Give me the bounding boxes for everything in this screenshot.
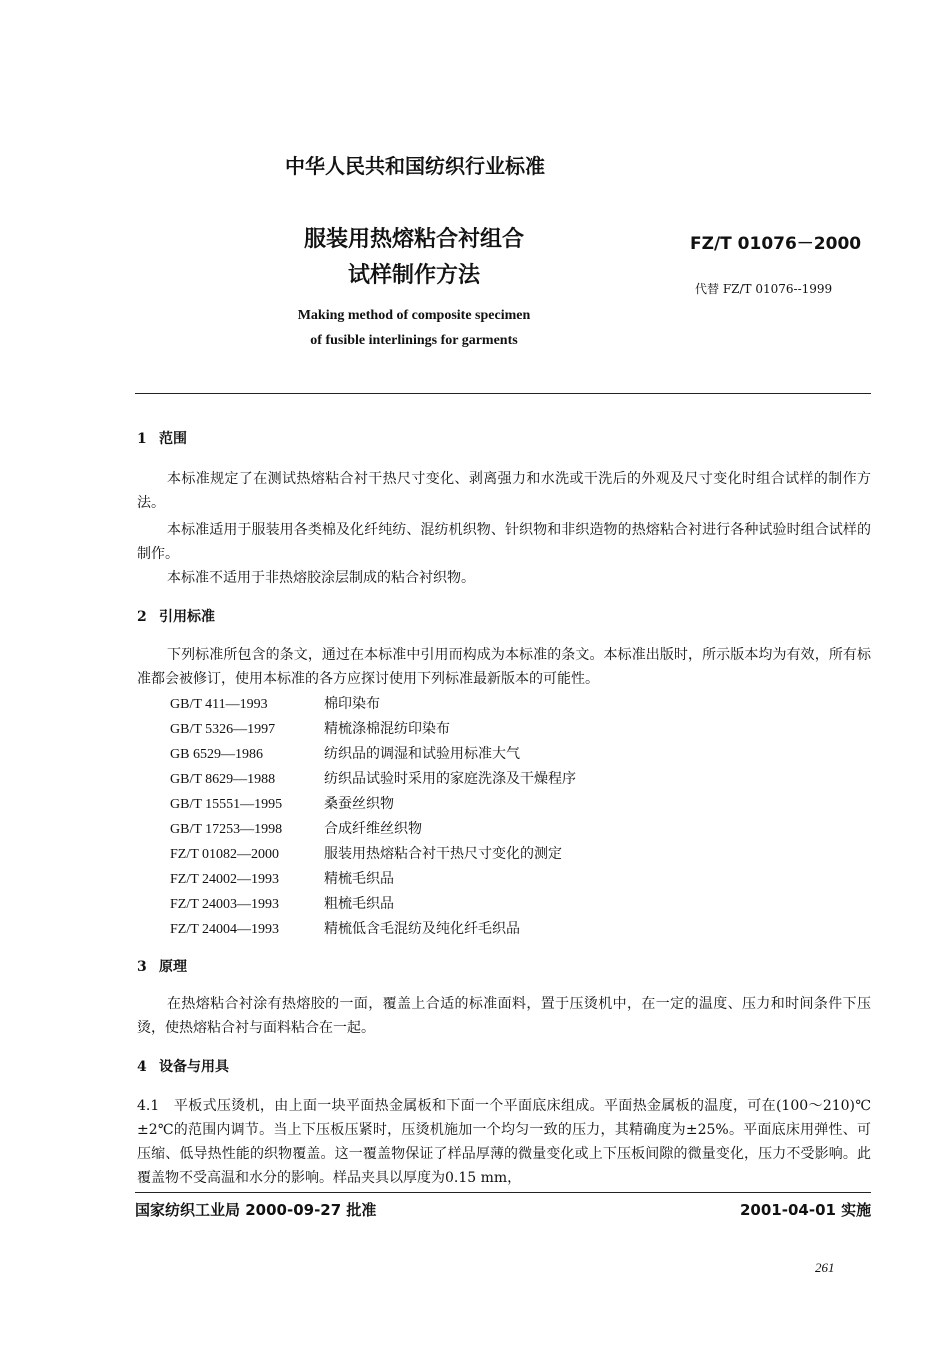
english-title-line-2: of fusible interlinings for garments — [310, 333, 518, 348]
reference-code: GB/T 17253—1998 — [170, 822, 283, 837]
reference-code: FZ/T 01082—2000 — [170, 847, 280, 862]
reference-item — [170, 743, 520, 763]
reference-item — [170, 693, 380, 713]
section-1-paragraph-1: 本标准规定了在测试热熔粘合衬干热尺寸变化、剥离强力和水洗或干洗后的外观及尺寸变化时组合试样的制作方法。 — [137, 471, 871, 511]
reference-code: GB/T 8629—1988 — [170, 772, 276, 787]
section-3-paragraph-1: 在热熔粘合衬涂有热熔胶的一面，覆盖上合适的标准面料，置于压烫机中，在一定的温度、压力和时间条件下压烫，使热熔粘合衬与面料粘合在一起。 — [137, 996, 871, 1036]
reference-name: 合成纤维丝织物 — [324, 821, 422, 837]
section-2-paragraph-1: 下列标准所包含的条文，通过在本标准中引用而构成为本标准的条文。本标准出版时，所示版本均为有效，所有标准都会被修订，使用本标准的各方应探讨使用下列标准最新版本的可能性。 — [137, 647, 871, 687]
reference-name: 纺织品的调湿和试验用标准大气 — [324, 746, 520, 762]
reference-item — [170, 843, 562, 863]
standard-code: FZ/T 01076－2000 — [690, 234, 862, 254]
reference-name: 桑蚕丝织物 — [324, 796, 394, 812]
section-title: 设备与用具 — [159, 1059, 229, 1075]
reference-item — [170, 818, 422, 838]
reference-item — [170, 893, 394, 913]
reference-code: FZ/T 24004—1993 — [170, 922, 280, 937]
reference-item — [170, 793, 394, 813]
section-number: 3 — [137, 959, 147, 975]
document-title-line-1: 服装用热熔粘合衬组合 — [303, 226, 524, 252]
reference-code: GB/T 411—1993 — [170, 697, 268, 712]
reference-name: 精梳低含毛混纺及纯化纤毛织品 — [324, 921, 520, 937]
section-number: 2 — [137, 609, 147, 625]
reference-name: 棉印染布 — [324, 696, 380, 712]
document-title-line-2: 试样制作方法 — [347, 262, 480, 288]
replaces-standard: 代替 FZ/T 01076--1999 — [695, 282, 833, 296]
section-1-heading — [137, 428, 187, 448]
section-3-heading — [137, 956, 187, 976]
reference-code: FZ/T 24002—1993 — [170, 872, 280, 887]
reference-code: GB/T 15551—1995 — [170, 797, 283, 812]
section-1-paragraph-2: 本标准适用于服装用各类棉及化纤纯纺、混纺机织物、针织物和非织造物的热熔粘合衬进行各种试验时组合试样的制作。 — [137, 522, 871, 562]
section-4-1-paragraph: 4.1 平板式压烫机，由上面一块平面热金属板和下面一个平面底床组成。平面热金属板的温度，可在(100～210)℃±2℃的范围内调节。当上下压板压紧时，压烫机施加一个均匀一致的压力，其精确度为±25%。平面底床用弹性、可压缩、低导热性能的织物覆盖。这一覆盖物保证了样品厚薄的微量变化或上下压板间隙的微量变化，压力不受影响。此覆盖物不受高温和水分的影响。样品夹具以厚度为0.15 mm， — [137, 1098, 871, 1186]
reference-item — [170, 918, 520, 938]
english-title-line-1: Making method of composite specimen — [297, 308, 531, 323]
reference-item — [170, 868, 394, 888]
reference-item — [170, 718, 450, 738]
section-4-heading — [137, 1056, 229, 1076]
reference-item — [170, 768, 576, 788]
footer-divider — [135, 1192, 871, 1193]
page-number: 261 — [815, 1260, 835, 1275]
reference-name: 纺织品试验时采用的家庭洗涤及干燥程序 — [324, 771, 576, 787]
section-number: 4 — [137, 1059, 147, 1075]
reference-name: 粗梳毛织品 — [324, 896, 394, 912]
reference-name: 精梳涤棉混纺印染布 — [324, 721, 450, 737]
section-title: 原理 — [159, 959, 187, 975]
reference-name: 精梳毛织品 — [324, 871, 394, 887]
implementation-date: 2001-04-01 实施 — [740, 1201, 872, 1219]
section-1-paragraph-3: 本标准不适用于非热熔胶涂层制成的粘合衬织物。 — [167, 570, 475, 586]
section-2-heading — [137, 606, 215, 626]
section-title: 引用标准 — [159, 609, 215, 625]
organization-title: 中华人民共和国纺织行业标准 — [285, 154, 545, 178]
header-divider — [135, 393, 871, 394]
reference-code: FZ/T 24003—1993 — [170, 897, 280, 912]
reference-code: GB 6529—1986 — [170, 747, 263, 762]
section-number: 1 — [137, 431, 147, 447]
section-title: 范围 — [159, 431, 187, 447]
approval-line: 国家纺织工业局 2000-09-27 批准 — [135, 1201, 377, 1219]
reference-code: GB/T 5326—1997 — [170, 722, 276, 737]
reference-name: 服装用热熔粘合衬干热尺寸变化的测定 — [324, 846, 562, 862]
